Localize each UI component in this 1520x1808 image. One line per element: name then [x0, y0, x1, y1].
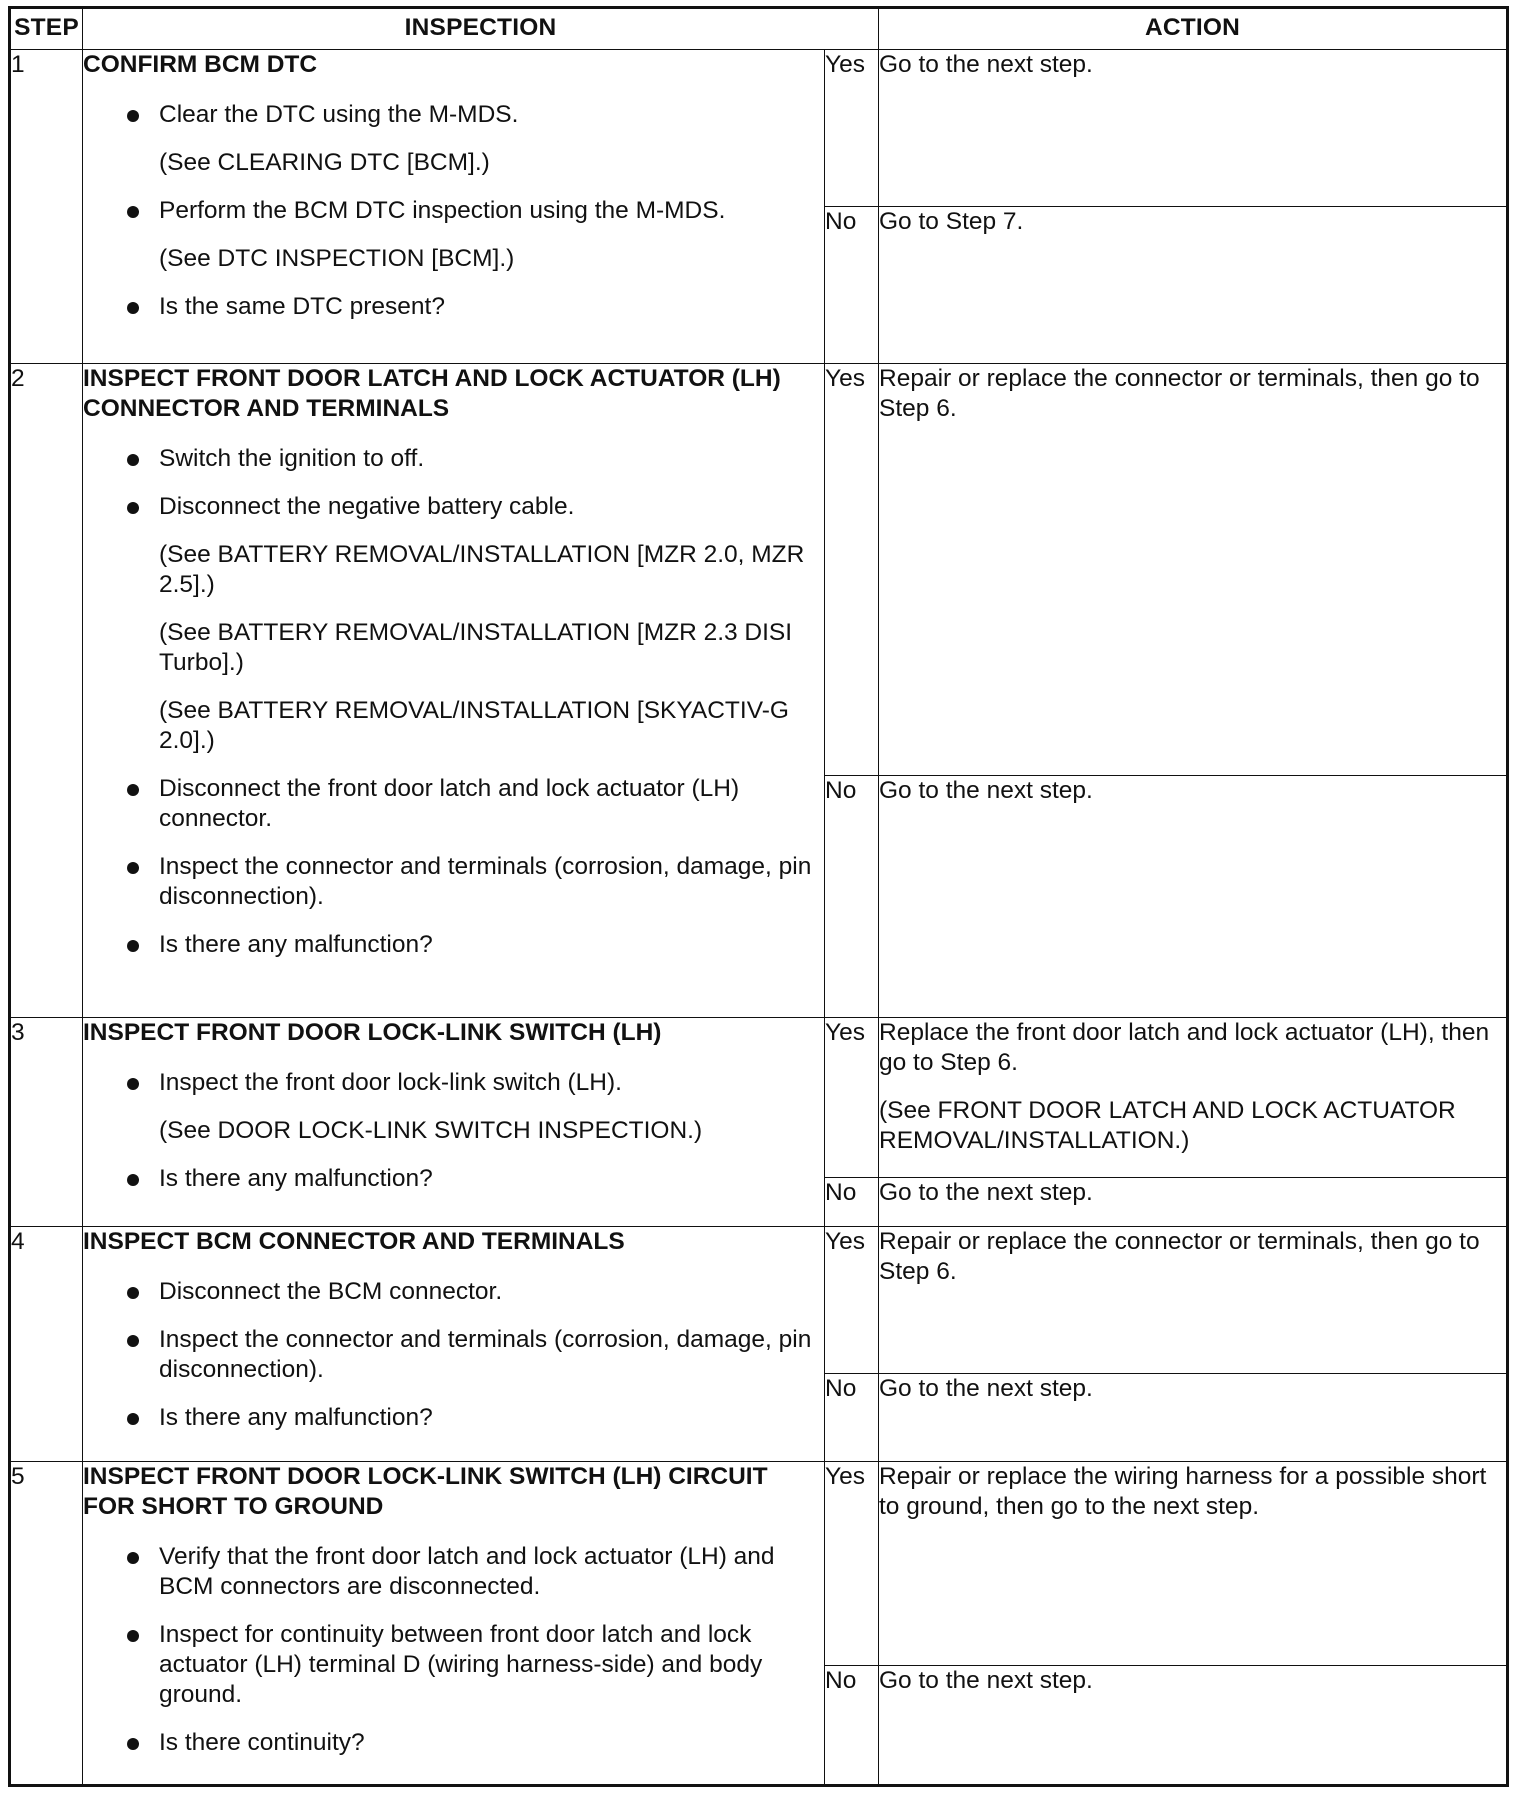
step-number: 3 [10, 1018, 83, 1227]
no-action [879, 776, 1508, 1018]
bullet-dot-icon [127, 1630, 139, 1642]
reference-link-text: (See CLEARING DTC [BCM].) [159, 149, 490, 176]
table-row [10, 1227, 1508, 1374]
bullet-text: Is there continuity? [159, 1729, 365, 1756]
table-row [10, 1462, 1508, 1666]
bullet-dot-icon [127, 502, 139, 514]
yes-action [879, 1462, 1508, 1666]
inspection-bullet [83, 1277, 824, 1307]
action-text: Go to the next step. [879, 51, 1093, 78]
inspection-bullet [83, 1403, 824, 1433]
yes-label: Yes [825, 1018, 879, 1178]
inspection-title: INSPECT FRONT DOOR LATCH AND LOCK ACTUATOR (LH) CONNECTOR AND TERMINALS [83, 365, 781, 422]
step-column-header: STEP [10, 8, 83, 50]
action-text: Go to the next step. [879, 1375, 1093, 1402]
inspection-title: CONFIRM BCM DTC [83, 51, 318, 78]
bullet-dot-icon [127, 784, 139, 796]
no-label: No [825, 1178, 879, 1227]
table-row [10, 50, 1508, 207]
inspection-bullet [83, 1164, 824, 1194]
no-label: No [825, 207, 879, 364]
yes-action [879, 50, 1508, 207]
bullet-dot-icon [127, 940, 139, 952]
bullet-dot-icon [127, 862, 139, 874]
bullet-text: Inspect the front door lock-link switch (LH). [159, 1069, 622, 1096]
bullet-text: Disconnect the BCM connector. [159, 1278, 503, 1305]
action-text: Repair or replace the connector or terminals, then go to Step 6. [879, 365, 1480, 422]
bullet-text: Is there any malfunction? [159, 1404, 433, 1431]
inspection-column-header: INSPECTION [83, 8, 879, 50]
bullet-text: Inspect the connector and terminals (corrosion, damage, pin disconnection). [159, 1326, 812, 1383]
reference-link-text: (See DTC INSPECTION [BCM].) [159, 245, 515, 272]
inspection-bullet [83, 444, 824, 474]
table-row [10, 1018, 1508, 1178]
inspection-bullet [83, 492, 824, 522]
action-text: Go to the next step. [879, 777, 1093, 804]
inspection-bullet [83, 292, 824, 322]
no-action [879, 207, 1508, 364]
inspection-cell [83, 1018, 825, 1227]
reference-link-text: (See BATTERY REMOVAL/INSTALLATION [SKYACTIV-G 2.0].) [159, 697, 789, 754]
yes-action [879, 1227, 1508, 1374]
bullet-dot-icon [127, 1287, 139, 1299]
action-text: Go to the next step. [879, 1179, 1093, 1206]
inspection-cell [83, 1462, 825, 1786]
action-text: Go to the next step. [879, 1667, 1093, 1694]
bullet-text: Disconnect the front door latch and lock actuator (LH) connector. [159, 775, 740, 832]
inspection-bullet [83, 196, 824, 226]
inspection-bullet [83, 774, 824, 834]
bullet-dot-icon [127, 1738, 139, 1750]
inspection-title: INSPECT BCM CONNECTOR AND TERMINALS [83, 1228, 625, 1255]
step-number: 5 [10, 1462, 83, 1786]
inspection-cell [83, 50, 825, 364]
reference-link-text: (See BATTERY REMOVAL/INSTALLATION [MZR 2.3 DISI Turbo].) [159, 619, 793, 676]
inspection-bullet [83, 1068, 824, 1098]
bullet-text: Disconnect the negative battery cable. [159, 493, 575, 520]
reference-link-text: (See DOOR LOCK-LINK SWITCH INSPECTION.) [159, 1117, 703, 1144]
no-action [879, 1374, 1508, 1462]
bullet-dot-icon [127, 206, 139, 218]
bullet-text: Is the same DTC present? [159, 293, 445, 320]
bullet-text: Switch the ignition to off. [159, 445, 425, 472]
action-text: Repair or replace the connector or terminals, then go to Step 6. [879, 1228, 1480, 1285]
yes-label: Yes [825, 50, 879, 207]
inspection-bullet [83, 930, 824, 960]
yes-label: Yes [825, 364, 879, 776]
bullet-dot-icon [127, 1335, 139, 1347]
inspection-bullet [83, 1620, 824, 1710]
bullet-dot-icon [127, 1174, 139, 1186]
bullet-text: Is there any malfunction? [159, 1165, 433, 1192]
bullet-text: Clear the DTC using the M-MDS. [159, 101, 519, 128]
bullet-dot-icon [127, 1078, 139, 1090]
inspection-cell [83, 364, 825, 1018]
troubleshooting-table [8, 6, 1509, 1787]
bullet-dot-icon [127, 110, 139, 122]
bullet-text: Is there any malfunction? [159, 931, 433, 958]
bullet-dot-icon [127, 302, 139, 314]
inspection-bullet [83, 100, 824, 130]
step-number: 1 [10, 50, 83, 364]
bullet-text: Perform the BCM DTC inspection using the M-MDS. [159, 197, 726, 224]
inspection-cell [83, 1227, 825, 1462]
bullet-text: Inspect for continuity between front door latch and lock actuator (LH) terminal D (wiring harness-side) and body ground. [159, 1621, 763, 1708]
table-row [10, 364, 1508, 776]
inspection-bullet [83, 1728, 824, 1758]
action-column-header: ACTION [879, 8, 1508, 50]
yes-label: Yes [825, 1227, 879, 1374]
bullet-text: Verify that the front door latch and lock actuator (LH) and BCM connectors are disconnected. [159, 1543, 775, 1600]
yes-action [879, 364, 1508, 776]
bullet-dot-icon [127, 1413, 139, 1425]
inspection-bullet [83, 852, 824, 912]
action-text: Replace the front door latch and lock actuator (LH), then go to Step 6. [879, 1019, 1490, 1076]
bullet-dot-icon [127, 1552, 139, 1564]
action-text: Go to Step 7. [879, 208, 1024, 235]
no-action [879, 1178, 1508, 1227]
step-number: 4 [10, 1227, 83, 1462]
table-body [10, 50, 1508, 1786]
action-text: Repair or replace the wiring harness for a possible short to ground, then go to the next step. [879, 1463, 1487, 1520]
header-row [10, 8, 1508, 50]
inspection-title: INSPECT FRONT DOOR LOCK-LINK SWITCH (LH) [83, 1019, 662, 1046]
no-action [879, 1666, 1508, 1786]
bullet-dot-icon [127, 454, 139, 466]
inspection-bullet [83, 1542, 824, 1602]
bullet-text: Inspect the connector and terminals (corrosion, damage, pin disconnection). [159, 853, 812, 910]
yes-action [879, 1018, 1508, 1178]
yes-label: Yes [825, 1462, 879, 1666]
inspection-bullet [83, 1325, 824, 1385]
no-label: No [825, 1666, 879, 1786]
no-label: No [825, 776, 879, 1018]
action-text: (See FRONT DOOR LATCH AND LOCK ACTUATOR REMOVAL/INSTALLATION.) [879, 1097, 1456, 1154]
inspection-title: INSPECT FRONT DOOR LOCK-LINK SWITCH (LH) CIRCUIT FOR SHORT TO GROUND [83, 1463, 768, 1520]
no-label: No [825, 1374, 879, 1462]
step-number: 2 [10, 364, 83, 1018]
reference-link-text: (See BATTERY REMOVAL/INSTALLATION [MZR 2.0, MZR 2.5].) [159, 541, 805, 598]
